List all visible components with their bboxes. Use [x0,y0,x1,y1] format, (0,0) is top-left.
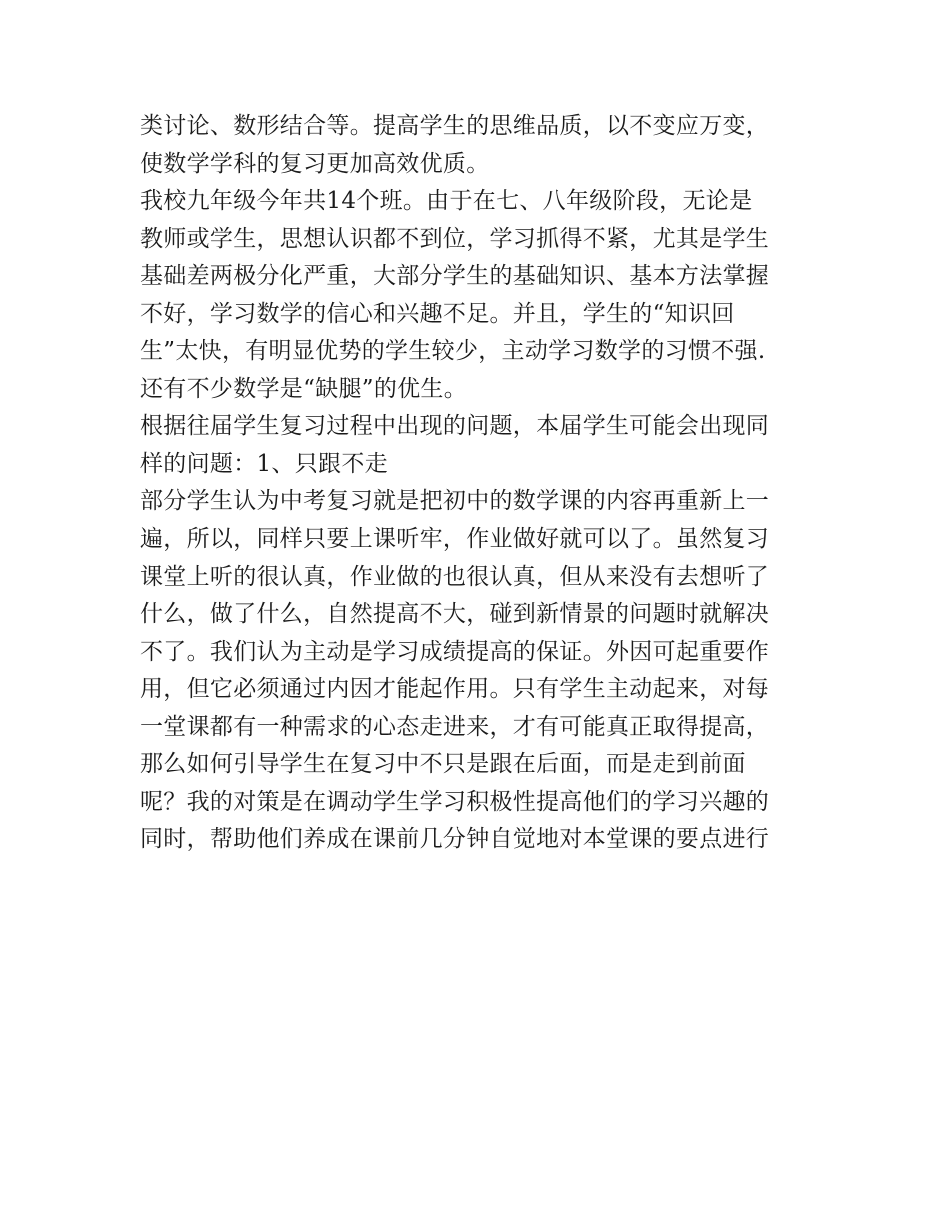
text-line: 不好，学习数学的信心和兴趣不足。并且，学生的“知识回 [140,300,735,327]
text-line: 使数学学科的复习更加高效优质。 [140,150,490,177]
text-line: 遍，所以，同样只要上课听牢，作业做好就可以了。虽然复习 [140,526,770,553]
text-line: 根据往届学生复习过程中出现的问题，本届学生可能会出现同 [140,413,770,440]
text-line: 呢？我的对策是在调动学生学习积极性提高他们的学习兴趣的 [140,788,770,815]
text-line: 样的问题：1、只跟不走 [140,450,388,477]
text-line: 生”太快，有明显优势的学生较少，主动学习数学的习惯不强. [140,338,766,365]
text-line: 那么如何引导学生在复习中不只是跟在后面，而是走到前面 [140,751,746,778]
text-line: 用，但它必须通过内因才能起作用。只有学生主动起来，对每 [140,676,770,703]
text-line: 同时，帮助他们养成在课前几分钟自觉地对本堂课的要点进行 [140,826,770,853]
text-line: 什么，做了什么，自然提高不大，碰到新情景的问题时就解决 [140,601,770,628]
text-line: 一堂课都有一种需求的心态走进来，才有可能真正取得提高， [140,713,770,740]
text-line: 不了。我们认为主动是学习成绩提高的保证。外因可起重要作 [140,638,770,665]
text-line: 类讨论、数形结合等。提高学生的思维品质，以不变应万变， [140,113,770,139]
text-line: 还有不少数学是“缺腿”的优生。 [140,375,468,402]
text-line: 教师或学生，思想认识都不到位，学习抓得不紧，尤其是学生 [140,225,770,252]
text-line: 我校九年级今年共14个班。由于在七、八年级阶段，无论是 [140,188,753,215]
text-line: 部分学生认为中考复习就是把初中的数学课的内容再重新上一 [140,488,770,515]
body-text [140,108,830,859]
text-line: 课堂上听的很认真，作业做的也很认真，但从来没有去想听了 [140,563,770,590]
text-line: 基础差两极分化严重，大部分学生的基础知识、基本方法掌握 [140,263,770,290]
